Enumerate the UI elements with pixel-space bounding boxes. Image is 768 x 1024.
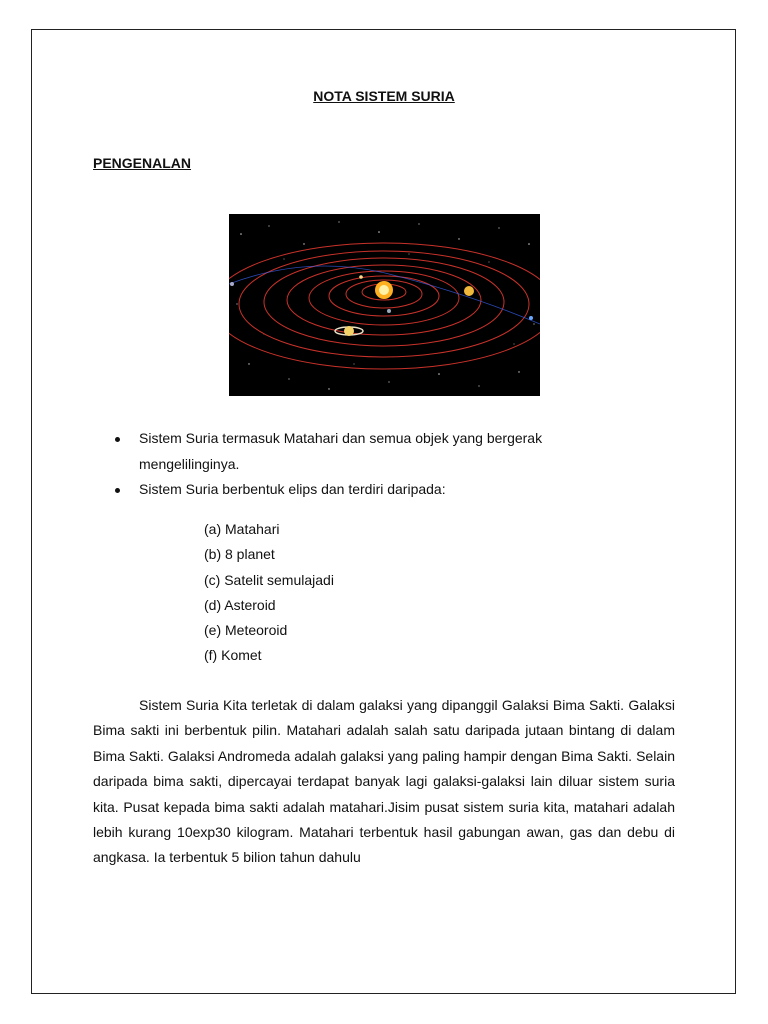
list-item: (f) Komet bbox=[204, 647, 262, 664]
bullet-icon bbox=[115, 437, 120, 442]
page-title: NOTA SISTEM SURIA bbox=[313, 88, 455, 104]
list-item: (d) Asteroid bbox=[204, 596, 276, 613]
bullet-list bbox=[110, 426, 590, 503]
solar-system-illustration bbox=[229, 214, 540, 396]
body-paragraph: Sistem Suria Kita terletak di dalam galaksi yang dipanggil Galaksi Bima Sakti. Galaksi Bima sakti ini berbentuk pilin. Matahari adalah salah satu daripada jutaan bintang di dalam Bima Sakti. Galaksi Andromeda adalah galaksi yang paling hampir dengan Bima Sakti. Selain daripada bima sakti, dipercayai terdapat banyak lagi galaksi-galaksi lain diluar sistem suria kita. Pusat kepada bima sakti adalah matahari.Jisim pusat sistem suria kita, matahari adalah lebih kurang 10exp30 kilogram. Matahari terbentuk hasil gabungan awan, gas dan debu di angkasa. Ia terbentuk 5 bilion tahun dahulu bbox=[93, 697, 675, 866]
section-heading: PENGENALAN bbox=[93, 155, 192, 171]
list-item: (c) Satelit semulajadi bbox=[204, 571, 334, 588]
list-item bbox=[110, 426, 590, 477]
components-list bbox=[204, 517, 334, 669]
list-item bbox=[110, 477, 590, 503]
list-item: (e) Meteoroid bbox=[204, 622, 288, 639]
bullet-text: Sistem Suria termasuk Matahari dan semua objek yang bergerak mengelilinginya. bbox=[139, 430, 543, 472]
list-item: (a) Matahari bbox=[204, 521, 280, 537]
bullet-text: Sistem Suria berbentuk elips dan terdiri daripada: bbox=[139, 481, 446, 497]
list-item: (b) 8 planet bbox=[204, 546, 275, 563]
bullet-icon bbox=[115, 488, 120, 493]
solar-system-image bbox=[229, 214, 540, 396]
